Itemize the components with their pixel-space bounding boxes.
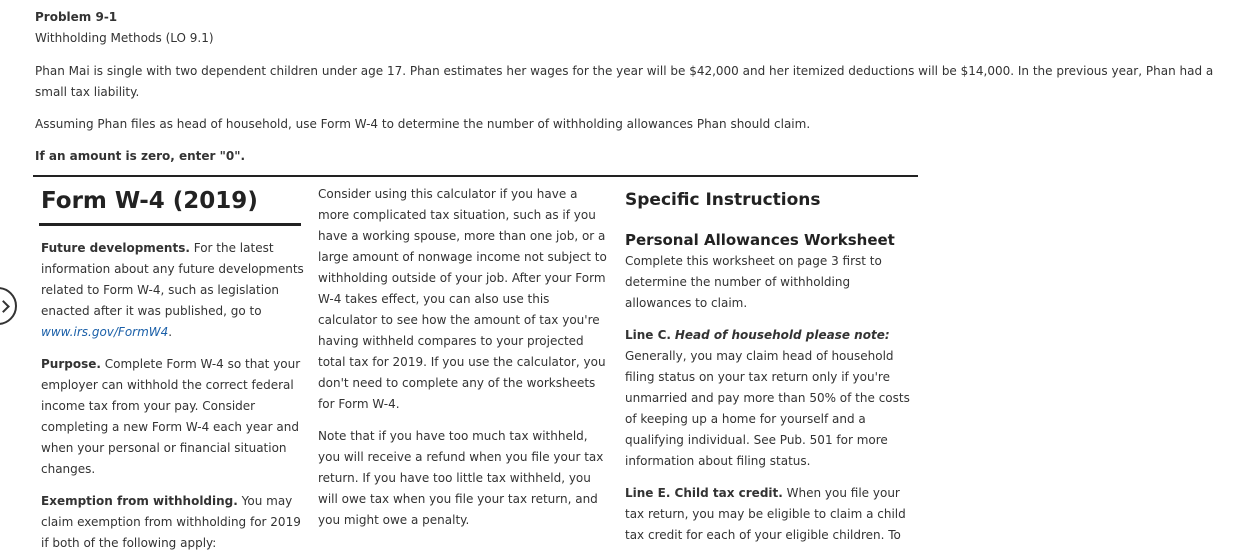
line-c-note: Head of household please note:	[674, 328, 890, 342]
problem-instruction: If an amount is zero, enter "0".	[35, 149, 246, 163]
future-developments-paragraph	[41, 238, 305, 343]
worksheet-heading: Personal Allowances Worksheet	[625, 231, 895, 249]
irs-form-w4-link[interactable]: www.irs.gov/FormW4	[41, 325, 169, 339]
exemption-text: You may claim exemption from withholding for 2019 if both of the following apply:	[41, 494, 301, 550]
line-c-text: Generally, you may claim head of household filing status on your tax return only if you're unmarried and pay more than 50% of the costs of keeping up a home for yourself and a qualifying individual. See Pub. 501 for more information about filing status.	[625, 349, 910, 468]
previous-nav-button[interactable]	[0, 287, 17, 325]
form-column-2	[318, 184, 610, 531]
future-developments-text: For the latest information about any future developments related to Form W-4, such as legislation enacted after it was published, go to	[41, 241, 304, 318]
problem-subtitle: Withholding Methods (LO 9.1)	[35, 31, 214, 45]
form-title-rule	[39, 223, 301, 226]
form-column-1	[41, 185, 305, 554]
future-developments-end: .	[168, 325, 173, 339]
specific-instructions-heading: Specific Instructions	[625, 190, 821, 210]
purpose-heading: Purpose.	[41, 357, 101, 371]
exemption-heading: Exemption from withholding.	[41, 494, 238, 508]
purpose-text: Complete Form W-4 so that your employer can withhold the correct federal income tax from your pay. Consider completing a new Form W-4 each year and when your personal or financial situation changes.	[41, 357, 301, 476]
purpose-paragraph	[41, 354, 305, 480]
line-e-heading: Line E. Child tax credit.	[625, 486, 783, 500]
chevron-right-icon	[0, 300, 10, 313]
form-title: Form W-4 (2019)	[41, 188, 258, 214]
problem-title: Problem 9-1	[35, 10, 118, 24]
exemption-paragraph	[41, 491, 305, 554]
note-paragraph: Note that if you have too much tax withheld, you will receive a refund when you file your tax return. If you have too little tax withheld, you will owe tax when you file your tax return, and you might owe a penalty.	[318, 429, 604, 527]
worksheet-paragraph: Complete this worksheet on page 3 first to determine the number of withholding allowances to claim.	[625, 254, 882, 310]
calculator-paragraph: Consider using this calculator if you have a more complicated tax situation, such as if you have a working spouse, more than one job, or a large amount of nonwage income not subject to withholding outside of your job. After your Form W-4 takes effect, you can also use this calculator to see how the amount of tax you're having withheld compares to your projected total tax for 2019. If you use the calculator, you don't need to complete any of the worksheets for Form W-4.	[318, 187, 607, 411]
form-top-rule	[33, 175, 918, 177]
line-e-text: When you file your tax return, you may be eligible to claim a child tax credit for each of your eligible children. To	[625, 486, 906, 542]
future-developments-heading: Future developments.	[41, 241, 190, 255]
line-c-paragraph	[625, 325, 917, 472]
form-column-3	[625, 188, 917, 546]
problem-paragraph-2: Assuming Phan files as head of household, use Form W-4 to determine the number of withholding allowances Phan should claim.	[35, 117, 811, 131]
line-e-paragraph	[625, 483, 917, 546]
line-c-heading: Line C.	[625, 328, 671, 342]
problem-paragraph-1: Phan Mai is single with two dependent children under age 17. Phan estimates her wages for the year will be $42,000 and her itemized deductions will be $14,000. In the previous year, Phan had a small tax liability.	[35, 64, 1214, 99]
